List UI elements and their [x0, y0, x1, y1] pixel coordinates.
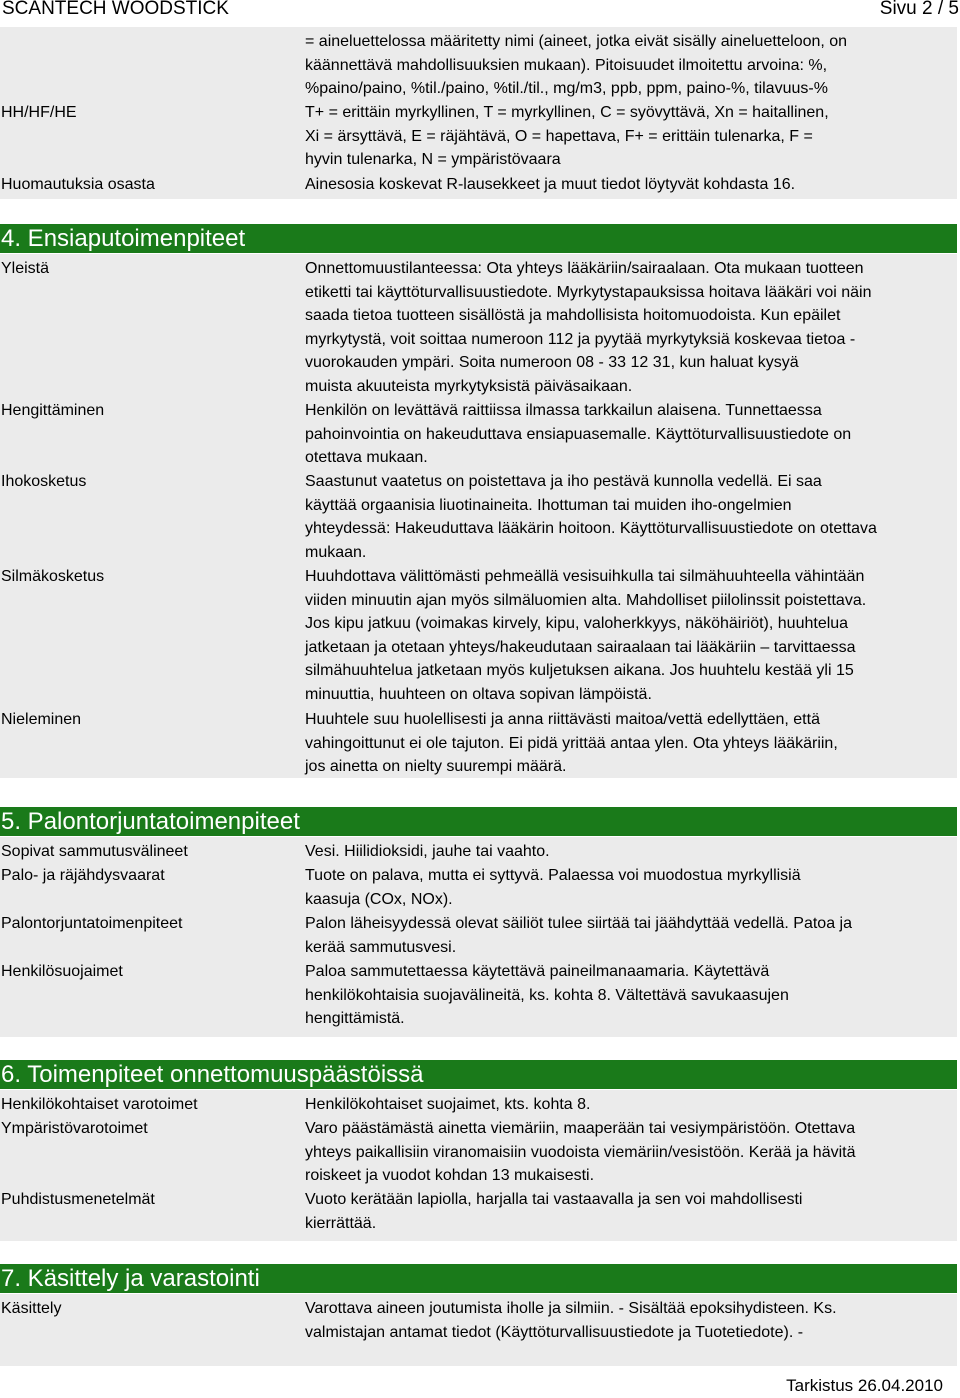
text-line: valmistajan antamat tiedot (Käyttöturvallisuustiedote ja Tuotetiedote). - [305, 1323, 804, 1341]
text-line: vuorokauden ympäri. Soita numeroon 08 - 33 12 31, kun haluat kysyä [305, 354, 799, 372]
row-label-protective-equipment: Henkilösuojaimet [1, 963, 123, 980]
row-text-cleanup-methods [305, 1188, 935, 1235]
composition-notes-block [0, 27, 957, 199]
text-line: Varo päästämästä ainetta viemäriin, maaperään tai vesiympäristöön. Otettava [305, 1120, 856, 1137]
row-label-environmental-precautions: Ympäristövarotoimet [1, 1120, 148, 1137]
row-text-fire-hazards [305, 864, 935, 911]
text-line: jos ainetta on nielty suurempi määrä. [305, 758, 567, 776]
name-definition-text [305, 30, 935, 101]
page-number: Sivu 2 / 5 [879, 0, 959, 19]
text-line: mukaan. [305, 543, 367, 561]
row-text-inhalation [305, 399, 935, 470]
row-text-ingestion [305, 708, 935, 779]
row-label-inhalation: Hengittäminen [1, 402, 105, 419]
row-text-handling [305, 1297, 935, 1344]
section-5-body [0, 837, 957, 1037]
row-text-extinguishing-media [305, 840, 935, 864]
text-line: = aineluettelossa määritetty nimi (aineet, jotka eivät sisälly aineluetteloon, on [305, 33, 848, 50]
text-line: Palon läheisyydessä olevat säiliöt tulee siirtää tai jäähdyttää vedellä. Patoa ja [305, 915, 852, 932]
row-label-fire-hazards: Palo- ja räjähdysvaarat [1, 867, 165, 884]
row-text-skin-contact [305, 470, 935, 564]
row-label-firefighting-measures: Palontorjuntatoimenpiteet [1, 915, 183, 932]
text-line: käännettävä mahdollisuuksien mukaan). Pitoisuudet ilmoitettu arvoina: %, [305, 56, 828, 74]
section-7-heading: 7. Käsittely ja varastointi [0, 1264, 957, 1293]
text-line: otettava mukaan. [305, 449, 428, 467]
row-label-skin-contact: Ihokosketus [1, 473, 87, 490]
section-4-heading: 4. Ensiaputoimenpiteet [0, 224, 957, 253]
hh-label: HH/HF/HE [1, 104, 77, 121]
text-line: Xi = ärsyttävä, E = räjähtävä, O = hapettava, F+ = erittäin tulenarka, F = [305, 127, 813, 145]
text-line: pahoinvointia on hakeuduttava ensiapuasemalle. Käyttöturvallisuustiedote on [305, 425, 852, 443]
row-text-eye-contact [305, 565, 935, 707]
text-line: hengittämistä. [305, 1010, 405, 1028]
text-line: Huuhdottava välittömästi pehmeällä vesisuihkulla tai silmähuuhteella vähintään [305, 568, 865, 585]
text-line: Varottava aineen joutumista iholle ja silmiin. - Sisältää epoksihydisteen. Ks. [305, 1300, 837, 1317]
row-text-protective-equipment [305, 960, 935, 1031]
text-line: %paino/paino, %til./paino, %til./til., mg/m3, ppb, ppm, paino-%, tilavuus-% [305, 80, 828, 98]
text-line: roiskeet ja vuodot kohdan 13 mukaisesti. [305, 1167, 595, 1185]
text-line: Henkilökohtaiset suojaimet, kts. kohta 8. [305, 1096, 591, 1113]
text-line: Saastunut vaatetus on poistettava ja iho pestävä kunnolla vedellä. Ei saa [305, 473, 822, 490]
text-line: kerää sammutusvesi. [305, 938, 457, 956]
section-6-heading: 6. Toimenpiteet onnettomuuspäästöissä [0, 1060, 957, 1089]
row-label-extinguishing-media: Sopivat sammutusvälineet [1, 843, 188, 860]
section-6-body [0, 1090, 957, 1241]
text-line: käyttää orgaanisia liuotinaineita. Ihottuman tai muiden iho-ongelmien [305, 496, 792, 514]
company-name: SCANTECH WOODSTICK [2, 0, 229, 19]
text-line: Huuhtele suu huolellisesti ja anna riittävästi maitoa/vettä edellyttäen, että [305, 711, 820, 728]
text-line: jatketaan ja otetaan yhteys/hakeudutaan sairaalaan tai lääkäriin – tarvittaessa [305, 638, 856, 656]
row-label-handling: Käsittely [1, 1300, 62, 1317]
text-line: Jos kipu jatkuu (voimakas kirvely, kipu, valoherkkyys, näköhäiriöt), huuhtelua [305, 615, 849, 633]
text-line: Henkilön on levättävä raittiissa ilmassa tarkkailun alaisena. Tunnettaessa [305, 402, 822, 419]
text-line: silmähuuhtelua jatketaan myös kuljetuksen aikana. Jos huuhtelu kestää yli 15 [305, 662, 854, 680]
text-line: Vesi. Hiilidioksidi, jauhe tai vaahto. [305, 843, 550, 860]
row-text-firefighting-measures [305, 912, 935, 959]
text-line: hyvin tulenarka, N = ympäristövaara [305, 151, 561, 169]
text-line: myrkytystä, voit soittaa numeroon 112 ja pyytää myrkytyksiä koskevaa tietoa - [305, 330, 856, 348]
text-line: saada tietoa tuotteen sisällöstä ja mahdollisista hoitomuodoista. Kun epäilet [305, 307, 841, 325]
text-line: Tuote on palava, mutta ei syttyvä. Palaessa voi muodostua myrkyllisiä [305, 867, 801, 884]
section-7-body [0, 1294, 957, 1366]
revision-date: Tarkistus 26.04.2010 [786, 1376, 943, 1395]
row-text-personal-precautions [305, 1093, 935, 1117]
hazard-symbols-text [305, 101, 935, 172]
text-line: muista akuuteista myrkytyksistä päiväsaikaan. [305, 377, 633, 395]
text-line: Vuoto kerätään lapiolla, harjalla tai vastaavalla ja sen voi mahdollisesti [305, 1191, 803, 1208]
text-line: kaasuja (COx, NOx). [305, 890, 453, 908]
row-label-personal-precautions: Henkilökohtaiset varotoimet [1, 1096, 198, 1113]
row-text-environmental-precautions [305, 1117, 935, 1188]
page-header [0, 0, 960, 24]
row-label-general: Yleistä [1, 260, 50, 277]
row-label-cleanup-methods: Puhdistusmenetelmät [1, 1191, 155, 1208]
row-label-eye-contact: Silmäkosketus [1, 568, 105, 585]
section-4-body [0, 254, 957, 778]
text-line: Ainesosia koskevat R-lausekkeet ja muut tiedot löytyvät kohdasta 16. [305, 176, 796, 193]
text-line: vahingoittunut ei ole tajuton. Ei pidä yrittää antaa ylen. Ota yhteys lääkäriin, [305, 734, 838, 752]
remarks-text [305, 173, 935, 197]
row-label-ingestion: Nieleminen [1, 711, 82, 728]
text-line: T+ = erittäin myrkyllinen, T = myrkyllinen, C = syövyttävä, Xn = haitallinen, [305, 104, 829, 121]
text-line: Paloa sammutettaessa käytettävä paineilmanaamaria. Käytettävä [305, 963, 770, 980]
text-line: yhteydessä: Hakeuduttava lääkärin hoitoon. Käyttöturvallisuustiedote on otettava [305, 520, 877, 538]
text-line: yhteys paikallisiin viranomaisiin vuodoista viemäriin/vesistöön. Kerää ja hävitä [305, 1143, 856, 1161]
section-5-heading: 5. Palontorjuntatoimenpiteet [0, 807, 957, 836]
remarks-label: Huomautuksia osasta [1, 176, 155, 193]
text-line: viiden minuutin ajan myös silmäluomien alta. Mahdolliset piilolinssit poistettava. [305, 591, 867, 609]
row-text-general [305, 257, 935, 399]
text-line: henkilökohtaisia suojavälineitä, ks. kohta 8. Vältettävä savukaasujen [305, 986, 789, 1004]
text-line: kierrättää. [305, 1214, 377, 1232]
text-line: etiketti tai käyttöturvallisuustiedote. Myrkytystapauksissa hoitava lääkäri voi näin [305, 283, 872, 301]
text-line: Onnettomuustilanteessa: Ota yhteys lääkäriin/sairaalaan. Ota mukaan tuotteen [305, 260, 864, 277]
text-line: minuuttia, huuhteen on oltava sopivan lämpöistä. [305, 685, 652, 703]
